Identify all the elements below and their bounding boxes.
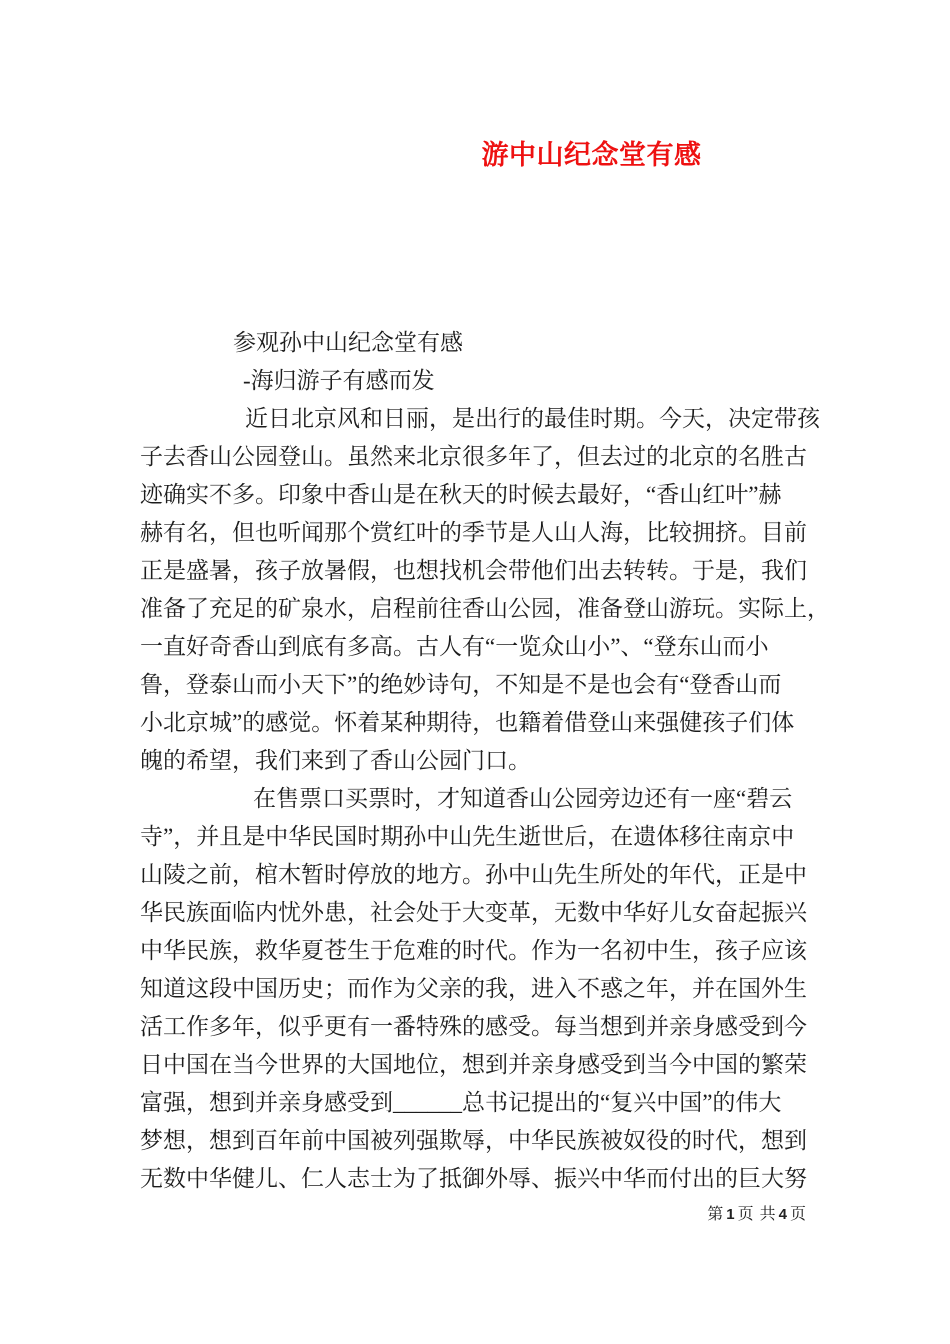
document-title: 游中山纪念堂有感	[481, 140, 702, 170]
text-line: 正是盛暑，孩子放暑假，也想找机会带他们出去转转。于是，我们	[140, 558, 807, 583]
text-line: 富强，想到并亲身感受到______总书记提出的“复兴中国”的伟大	[140, 1090, 782, 1115]
text-line: 魄的希望，我们来到了香山公园门口。	[140, 748, 531, 773]
text-line: 在售票口买票时，才知道香山公园旁边还有一座“碧云	[253, 786, 793, 811]
footer-label-di: 第	[707, 1206, 725, 1223]
text-line: 山陵之前，棺木暂时停放的地方。孙中山先生所处的年代，正是中	[140, 862, 807, 887]
text-line: 华民族面临内忧外患，社会处于大变革，无数中华好儿女奋起振兴	[140, 900, 807, 925]
text-line: 寺”，并且是中华民国时期孙中山先生逝世后，在遗体移往南京中	[140, 824, 795, 849]
text-line: 迹确实不多。印象中香山是在秋天的时候去最好，“香山红叶”赫	[140, 482, 782, 507]
page-footer	[707, 1201, 807, 1224]
text-line: 鲁，登泰山而小天下”的绝妙诗句，不知是不是也会有“登香山而	[140, 672, 782, 697]
footer-label-ye: 页	[789, 1206, 807, 1223]
footer-page-number: 1	[726, 1206, 736, 1223]
text-line: 子去香山公园登山。虽然来北京很多年了，但去过的北京的名胜古	[140, 444, 807, 469]
footer-total-pages: 4	[778, 1206, 788, 1223]
text-line: 无数中华健儿、仁人志士为了抵御外辱、振兴中华而付出的巨大努	[140, 1166, 807, 1191]
text-line: 活工作多年，似乎更有一番特殊的感受。每当想到并亲身感受到今	[140, 1014, 807, 1039]
text-line: -海归游子有感而发	[243, 368, 435, 393]
text-line: 准备了充足的矿泉水，启程前往香山公园，准备登山游玩。实际上，	[140, 596, 830, 621]
text-line: 知道这段中国历史；而作为父亲的我，进入不惑之年，并在国外生	[140, 976, 807, 1001]
text-line: 一直好奇香山到底有多高。古人有“一览众山小”、“登东山而小	[140, 634, 769, 659]
text-line: 近日北京风和日丽，是出行的最佳时期。今天，决定带孩	[245, 406, 820, 431]
text-line: 日中国在当今世界的大国地位，想到并亲身感受到当今中国的繁荣	[140, 1052, 807, 1077]
text-line: 参观孙中山纪念堂有感	[233, 330, 463, 355]
text-line: 梦想，想到百年前中国被列强欺辱，中华民族被奴役的时代，想到	[140, 1128, 807, 1153]
text-line: 小北京城”的感觉。怀着某种期待，也籍着借登山来强健孩子们体	[140, 710, 795, 735]
footer-label-ye-gong: 页 共	[737, 1206, 777, 1223]
text-line: 中华民族，救华夏苍生于危难的时代。作为一名初中生，孩子应该	[140, 938, 807, 963]
document-body	[140, 324, 830, 1198]
text-line: 赫有名，但也听闻那个赏红叶的季节是人山人海，比较拥挤。目前	[140, 520, 807, 545]
